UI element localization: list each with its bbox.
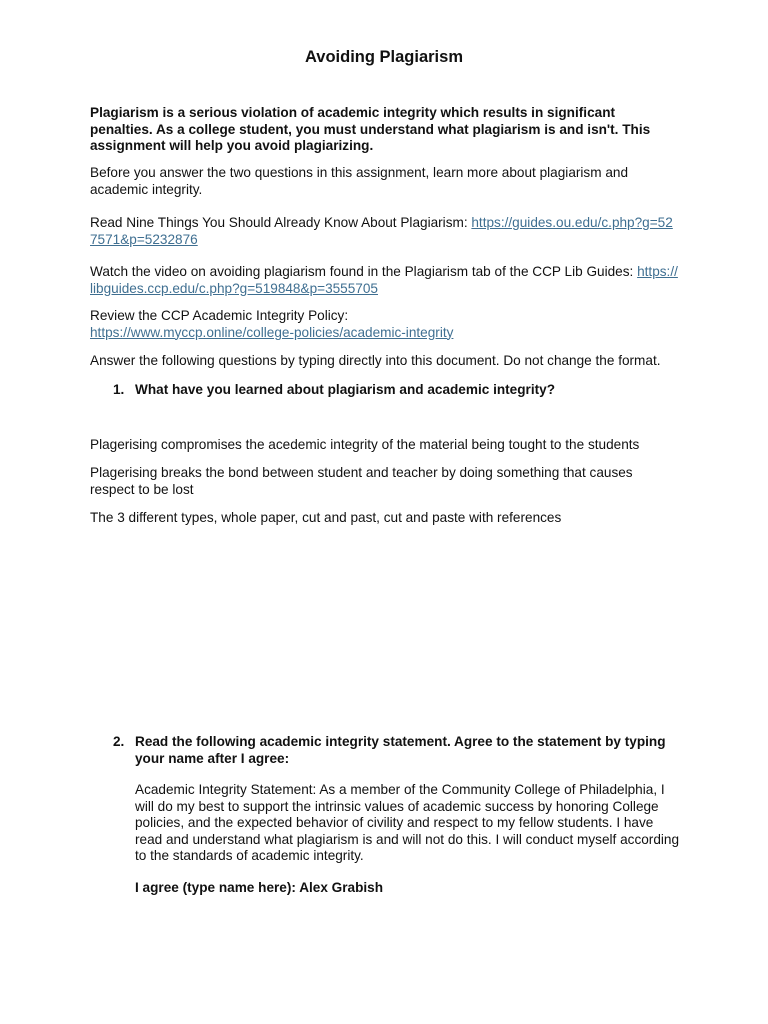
question-2-number: 2. — [113, 734, 125, 749]
agree-name-field[interactable]: Alex Grabish — [299, 880, 384, 895]
answer-2: Plagerising breaks the bond between student and teacher by doing something that causes respect to be lost — [90, 465, 633, 497]
review-link[interactable]: https://www.myccp.online/college-policies/academic-integrity — [90, 324, 454, 340]
document-title: Avoiding Plagiarism — [304, 48, 463, 66]
read-paragraph — [90, 215, 680, 248]
question-1-number: 1. — [113, 382, 125, 397]
watch-link[interactable]: https://libguides.ccp.edu/c.php?g=519848&p=3555705 — [90, 264, 678, 296]
answer-1: Plagerising compromises the acedemic integrity of the material being tought to the students — [90, 437, 640, 452]
watch-paragraph — [90, 264, 680, 297]
watch-prefix: Watch the video on avoiding plagiarism found in the Plagiarism tab of the CCP Lib Guides: — [90, 264, 638, 279]
intro-bold-paragraph: Plagiarism is a serious violation of academic integrity which results in significant penalties. As a college student, you must understand what plagiarism is and isn't. This assignment will help you avoid plagiarizing. — [90, 105, 651, 153]
review-prefix: Review the CCP Academic Integrity Policy: — [90, 308, 349, 323]
intro-paragraph: Before you answer the two questions in this assignment, learn more about plagiarism and academic integrity. — [90, 165, 629, 197]
agree-line — [135, 880, 680, 897]
read-link[interactable]: https://guides.ou.edu/c.php?g=527571&p=5232876 — [90, 215, 673, 247]
read-prefix: Read Nine Things You Should Already Know About Plagiarism: — [90, 215, 472, 230]
answer-3: The 3 different types, whole paper, cut and past, cut and paste with references — [90, 510, 562, 525]
question-2-text: Read the following academic integrity statement. Agree to the statement by typing your name after I agree: — [135, 734, 666, 766]
agree-label: I agree (type name here): — [135, 880, 300, 895]
instructions-paragraph: Answer the following questions by typing directly into this document. Do not change the format. — [90, 353, 661, 368]
question-1-text: What have you learned about plagiarism and academic integrity? — [135, 382, 555, 397]
review-paragraph — [90, 308, 680, 341]
integrity-statement: Academic Integrity Statement: As a member of the Community College of Philadelphia, I will do my best to support the intrinsic values of academic success by honoring College policies, and the expected behavior of civility and respect to my fellow students. I have read and understand what plagiarism is and will not do this. I will conduct myself according to the standards of academic integrity. — [135, 782, 680, 863]
